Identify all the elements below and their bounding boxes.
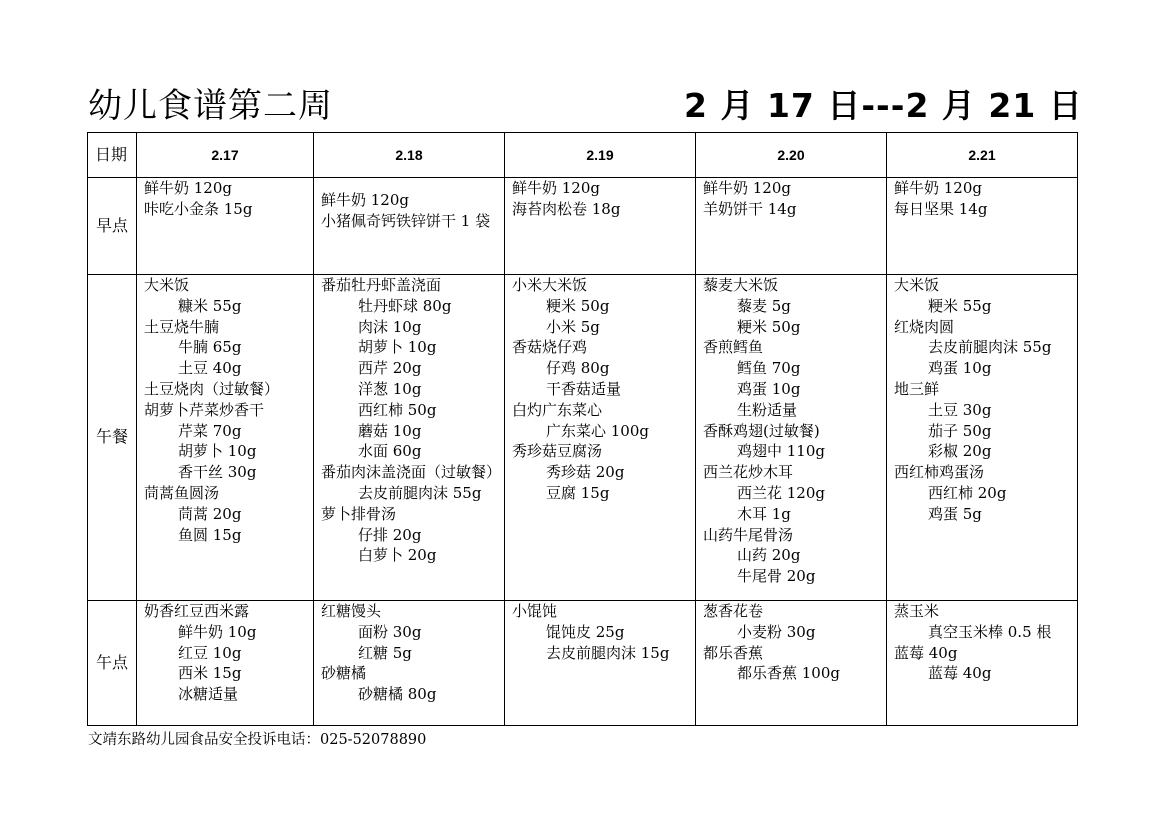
ingredient: 鸡蛋 10g: [737, 379, 801, 398]
ingredient: 去皮前腿肉沫 55g: [928, 338, 1052, 357]
menu-cell: [137, 275, 314, 601]
complaint-hotline: 文靖东路幼儿园食品安全投诉电话：025-52078890: [88, 732, 427, 748]
dish-name: 西兰花炒木耳: [703, 463, 794, 482]
dish-name: 蒸玉米: [894, 602, 940, 620]
dish-name: 香煎鳕鱼: [703, 338, 764, 357]
dish-name: 地三鲜: [894, 379, 940, 398]
header-row: [88, 133, 1078, 178]
dish-name: 红烧肉圆: [894, 317, 955, 336]
menu-cell: [696, 178, 887, 275]
dish-name: 红糖馒头: [321, 602, 382, 620]
ingredient: 真空玉米棒 0.5 根: [928, 622, 1052, 641]
ingredient: 香干丝 30g: [178, 463, 257, 482]
menu-item: 羊奶饼干 14g: [703, 199, 797, 218]
dish-name: 都乐香蕉: [703, 643, 764, 662]
ingredient: 仔鸡 80g: [546, 359, 610, 378]
meal-label: 午餐: [88, 275, 137, 601]
ingredient: 西红柿 20g: [928, 483, 1007, 502]
menu-item: 鲜牛奶 120g: [321, 191, 410, 209]
menu-table: [87, 132, 1078, 726]
menu-item: 每日坚果 14g: [894, 199, 988, 218]
ingredient: 彩椒 20g: [928, 442, 992, 461]
ingredient: 土豆 40g: [178, 359, 242, 378]
dish-name: 香菇烧仔鸡: [512, 338, 588, 357]
ingredient: 鸡翅中 110g: [737, 442, 826, 461]
dish-name: 小米大米饭: [512, 276, 588, 294]
day-header: 2.21: [887, 133, 1078, 178]
dish-name: 山药牛尾骨汤: [703, 525, 794, 544]
menu-cell: [137, 178, 314, 275]
day-header: 2.17: [137, 133, 314, 178]
ingredient: 粳米 50g: [546, 296, 610, 315]
ingredient: 广东菜心 100g: [546, 421, 650, 440]
ingredient: 去皮前腿肉沫 55g: [358, 483, 482, 502]
menu-cell: [887, 178, 1078, 275]
dish-name: 蓝莓 40g: [894, 643, 958, 662]
menu-cell: [314, 601, 505, 726]
ingredient: 鲜牛奶 10g: [178, 622, 257, 641]
ingredient: 西红柿 50g: [358, 400, 437, 419]
ingredient: 山药 20g: [737, 546, 801, 565]
dish-name: 藜麦大米饭: [703, 276, 779, 294]
ingredient: 干香菇适量: [546, 379, 622, 398]
date-header-label: 日期: [88, 133, 137, 178]
menu-cell: [505, 601, 696, 726]
menu-item: 鲜牛奶 120g: [703, 179, 792, 197]
ingredient: 冰糖适量: [178, 685, 239, 704]
dish-name: 番茄牡丹虾盖浇面: [321, 276, 442, 294]
ingredient: 粳米 50g: [737, 317, 801, 336]
dish-name: 奶香红豆西米露: [144, 602, 250, 620]
ingredient: 芹菜 70g: [178, 421, 242, 440]
day-header: 2.19: [505, 133, 696, 178]
ingredient: 茼蒿 20g: [178, 504, 242, 523]
dish-name: 秀珍菇豆腐汤: [512, 442, 603, 461]
page-title: 幼儿食谱第二周: [88, 86, 333, 126]
ingredient: 鱼圆 15g: [178, 525, 242, 544]
menu-cell: [887, 275, 1078, 601]
dish-name: 白灼广东菜心: [512, 400, 603, 419]
ingredient: 胡萝卜 10g: [178, 442, 257, 461]
day-header: 2.20: [696, 133, 887, 178]
dish-name: 胡萝卜芹菜炒香干: [144, 400, 265, 419]
ingredient: 白萝卜 20g: [358, 546, 437, 565]
dish-name: 小馄饨: [512, 602, 558, 620]
ingredient: 面粉 30g: [358, 622, 422, 641]
ingredient: 砂糖橘 80g: [358, 685, 437, 704]
ingredient: 秀珍菇 20g: [546, 463, 625, 482]
dish-name: 香酥鸡翅(过敏餐): [703, 421, 820, 440]
menu-cell: [505, 275, 696, 601]
dish-name: 西红柿鸡蛋汤: [894, 463, 985, 482]
menu-item: 鲜牛奶 120g: [512, 179, 601, 197]
ingredient: 红豆 10g: [178, 643, 242, 662]
dish-name: 葱香花卷: [703, 602, 764, 620]
dish-name: 大米饭: [894, 276, 940, 294]
menu-cell: [505, 178, 696, 275]
ingredient: 木耳 1g: [737, 504, 791, 523]
dish-name: 萝卜排骨汤: [321, 504, 397, 523]
dish-name: 大米饭: [144, 276, 190, 294]
dish-name: 茼蒿鱼圆汤: [144, 483, 220, 502]
ingredient: 去皮前腿肉沫 15g: [546, 643, 670, 662]
ingredient: 牛腩 65g: [178, 338, 242, 357]
snack-row: [88, 601, 1078, 726]
menu-item: 鲜牛奶 120g: [144, 179, 233, 197]
day-header: 2.18: [314, 133, 505, 178]
date-range: 2 月 17 日---2 月 21 日: [684, 86, 1083, 125]
ingredient: 牡丹虾球 80g: [358, 296, 452, 315]
ingredient: 水面 60g: [358, 442, 422, 461]
ingredient: 西芹 20g: [358, 359, 422, 378]
ingredient: 洋葱 10g: [358, 379, 422, 398]
menu-cell: [314, 275, 505, 601]
menu-item: 海苔肉松卷 18g: [512, 199, 621, 218]
breakfast-row: [88, 178, 1078, 275]
meal-label: 早点: [88, 178, 137, 275]
ingredient: 仔排 20g: [358, 525, 422, 544]
menu-cell: [137, 601, 314, 726]
ingredient: 生粉适量: [737, 400, 798, 419]
ingredient: 西兰花 120g: [737, 483, 826, 502]
ingredient: 胡萝卜 10g: [358, 338, 437, 357]
ingredient: 土豆 30g: [928, 400, 992, 419]
dish-name: 砂糖橘: [321, 664, 367, 683]
ingredient: 粳米 55g: [928, 296, 992, 315]
menu-cell: [696, 601, 887, 726]
menu-item: 小猪佩奇钙铁锌饼干 1 袋: [321, 211, 491, 230]
ingredient: 小米 5g: [546, 317, 600, 336]
ingredient: 茄子 50g: [928, 421, 992, 440]
ingredient: 西米 15g: [178, 664, 242, 683]
ingredient: 蘑菇 10g: [358, 421, 422, 440]
menu-cell: [314, 178, 505, 275]
ingredient: 鸡蛋 10g: [928, 359, 992, 378]
meal-label: 午点: [88, 601, 137, 726]
menu-cell: [887, 601, 1078, 726]
ingredient: 藜麦 5g: [737, 296, 791, 315]
ingredient: 馄饨皮 25g: [546, 622, 625, 641]
ingredient: 红糖 5g: [358, 643, 412, 662]
menu-cell: [696, 275, 887, 601]
ingredient: 豆腐 15g: [546, 483, 610, 502]
ingredient: 糠米 55g: [178, 296, 242, 315]
ingredient: 鳕鱼 70g: [737, 359, 801, 378]
dish-name: 土豆烧牛腩: [144, 317, 220, 336]
menu-item: 咔吃小金条 15g: [144, 199, 253, 218]
ingredient: 小麦粉 30g: [737, 622, 816, 641]
menu-item: 鲜牛奶 120g: [894, 179, 983, 197]
ingredient: 蓝莓 40g: [928, 664, 992, 683]
ingredient: 都乐香蕉 100g: [737, 664, 841, 683]
ingredient: 肉沫 10g: [358, 317, 422, 336]
dish-name: 番茄肉沫盖浇面（过敏餐）: [321, 463, 502, 482]
ingredient: 鸡蛋 5g: [928, 504, 982, 523]
dish-name: 土豆烧肉（过敏餐）: [144, 379, 280, 398]
lunch-row: [88, 275, 1078, 601]
ingredient: 牛尾骨 20g: [737, 567, 816, 586]
